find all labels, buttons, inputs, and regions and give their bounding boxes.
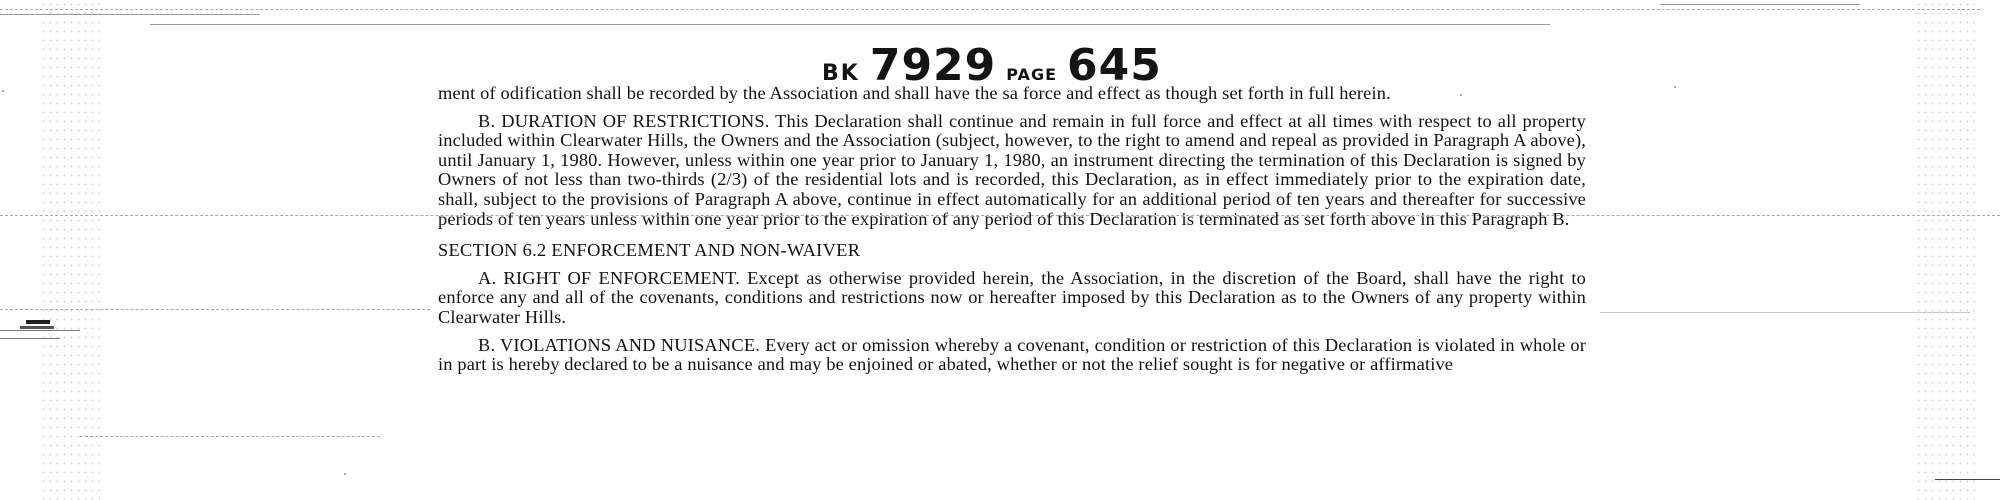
scan-line-bottom	[80, 436, 380, 438]
scan-bar-left-2	[20, 326, 54, 329]
section-heading: SECTION 6.2 ENFORCEMENT AND NON-WAIVER	[438, 240, 861, 261]
enforcement-paragraph	[438, 269, 1586, 328]
scan-noise-left-edge	[40, 0, 100, 500]
scan-line-lower-right	[1935, 479, 2000, 480]
scan-noise-right-edge	[1915, 0, 1975, 500]
page-label: PAGE	[1006, 65, 1057, 84]
duration-paragraph	[438, 112, 1586, 230]
scan-dot-1	[1674, 86, 1676, 88]
scan-line-lower-2	[0, 338, 60, 339]
violations-title: B. VIOLATIONS AND NUISANCE.	[478, 334, 761, 355]
book-label: BK	[822, 61, 860, 86]
duration-text: This Declaration shall continue and remain in full force and effect at all times with respect to all property included within Clearwater Hills, the Owners and the Association (subject, however, to the right to amend and repeal as provided in Paragraph A above), until January 1, 1980. However, unless within one year prior to January 1, 1980, an instrument directing the termination of this Declaration is signed by Owners of not less than two-thirds (2/3) of the residential lots and is recorded, this Declaration, as in effect immediately prior to the expiration date, shall, subject to the provisions of Paragraph A above, continue in effect automatically for an additional period of ten years and thereafter for successive periods of ten years unless within one year prior to the expiration of any period of this Declaration is terminated as set forth above in this Paragraph B.	[438, 110, 1587, 229]
enforcement-title: A. RIGHT OF ENFORCEMENT.	[478, 267, 741, 288]
violations-paragraph	[438, 336, 1586, 375]
scan-line-mid-2	[1600, 312, 1970, 313]
scan-line-top-3	[1660, 4, 1860, 5]
book-number: 7929	[869, 40, 997, 91]
scan-line-lower-1	[0, 330, 80, 331]
scan-bar-left	[26, 320, 50, 324]
enforcement-text: Except as otherwise provided herein, the Association, in the discretion of the Board, shall have the right to enforce any and all of the covenants, conditions and restrictions now or hereafter imposed by this Declaration as to the Owners of any property within Clearwater Hills.	[438, 267, 1586, 327]
duration-title: B. DURATION OF RESTRICTIONS.	[478, 110, 770, 131]
violations-text: Every act or omission whereby a covenant, condition or restriction of this Declaration is violated in whole or in part is hereby declared to be a nuisance and may be enjoined or abated, whether or not the relief sought is for negative or affirmative	[438, 334, 1587, 375]
scan-line-top	[150, 24, 1550, 25]
intro-paragraph: ment of odification shall be recorded by the Association and shall have the sa force and effect as though set forth in full herein.	[438, 83, 1391, 103]
page-number: 645	[1067, 40, 1162, 91]
document-body	[438, 84, 1586, 383]
scan-dot-4	[2, 90, 4, 92]
scan-line-top-dashed	[0, 9, 1980, 11]
scan-line-top-2	[0, 14, 260, 15]
scan-line-mid-3	[0, 309, 430, 311]
scan-dot-3	[344, 473, 346, 475]
